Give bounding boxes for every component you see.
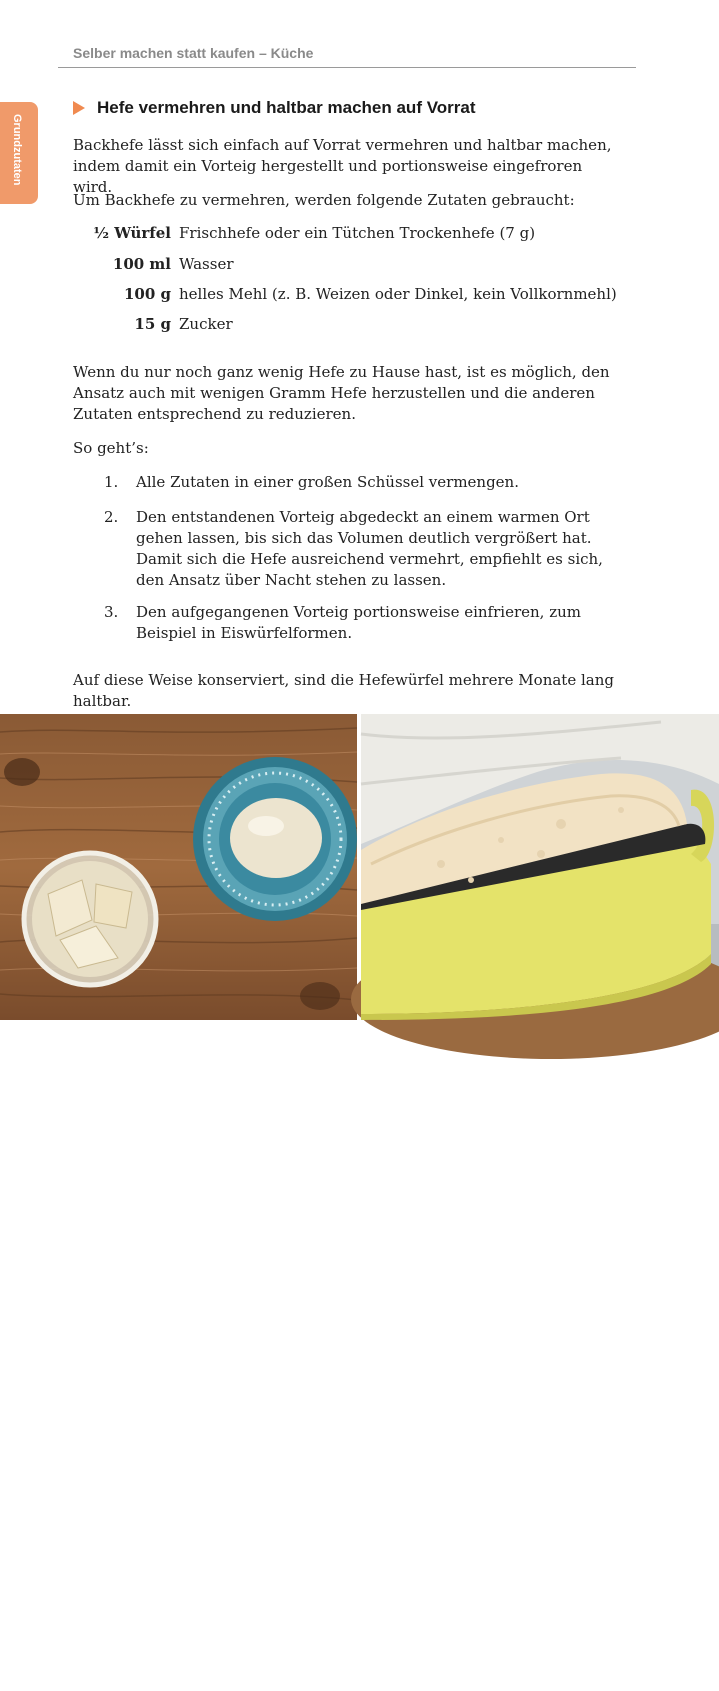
header-rule [58,67,636,68]
step-number: 3. [104,603,119,621]
step-text: Alle Zutaten in einer großen Schüssel vermengen. [136,473,519,491]
ingredient-amount: 15 g [134,315,171,333]
note-paragraph: Wenn du nur noch ganz wenig Hefe zu Hause hast, ist es möglich, den Ansatz auch mit wenigen Gramm Hefe herzustellen und die anderen Zutaten entsprechend zu reduzieren. [73,363,610,423]
step-number: 1. [104,473,119,491]
ingredient-item: Frischhefe oder ein Tütchen Trockenhefe (7 g) [179,224,536,242]
photo-yeast-cubes [0,714,357,1691]
ingredient-amount: 100 g [123,285,171,303]
ingredient-row [73,285,617,305]
triangle-bullet-icon [73,101,85,115]
intro-paragraph: Backhefe lässt sich einfach auf Vorrat vermehren und haltbar machen, indem damit ein Vorteig hergestellt und portionsweise eingefroren wird. [73,136,612,196]
ingredient-item: Wasser [179,255,234,273]
section-title-text: Hefe vermehren und haltbar machen auf Vorrat [97,98,476,117]
step-text: Den entstandenen Vorteig abgedeckt an einem warmen Ort gehen lassen, bis sich das Volumen deutlich vergrößert hat. Damit sich die Hefe ausreichend vermehrt, empfiehlt es sich, den Ansatz über Nacht stehen zu lassen. [136,508,603,589]
step-number: 2. [104,508,119,526]
ingredient-row [73,255,234,275]
side-tab [0,102,38,204]
side-tab-label: Grundzutaten [11,114,23,186]
ingredient-amount: 100 ml [112,255,171,273]
ingredient-row [73,224,535,244]
section-title [73,98,476,118]
page-number: 12 [72,1674,89,1691]
step-text: Den aufgegangenen Vorteig portionsweise einfrieren, zum Beispiel in Eiswürfelformen. [136,603,581,642]
ingredient-amount: ½ Würfel [93,224,171,242]
photo-risen-dough [361,714,719,1020]
closing-paragraph: Auf diese Weise konserviert, sind die Hefewürfel mehrere Monate lang haltbar. [73,671,614,710]
howto-label: So geht’s: [73,439,149,457]
ingredient-item: helles Mehl (z. B. Weizen oder Dinkel, kein Vollkornmehl) [179,285,617,303]
running-head: Selber machen statt kaufen – Küche [73,45,314,61]
ingredient-item: Zucker [179,315,233,333]
ingredient-row [73,315,233,335]
ingredients-intro: Um Backhefe zu vermehren, werden folgende Zutaten gebraucht: [73,191,575,209]
